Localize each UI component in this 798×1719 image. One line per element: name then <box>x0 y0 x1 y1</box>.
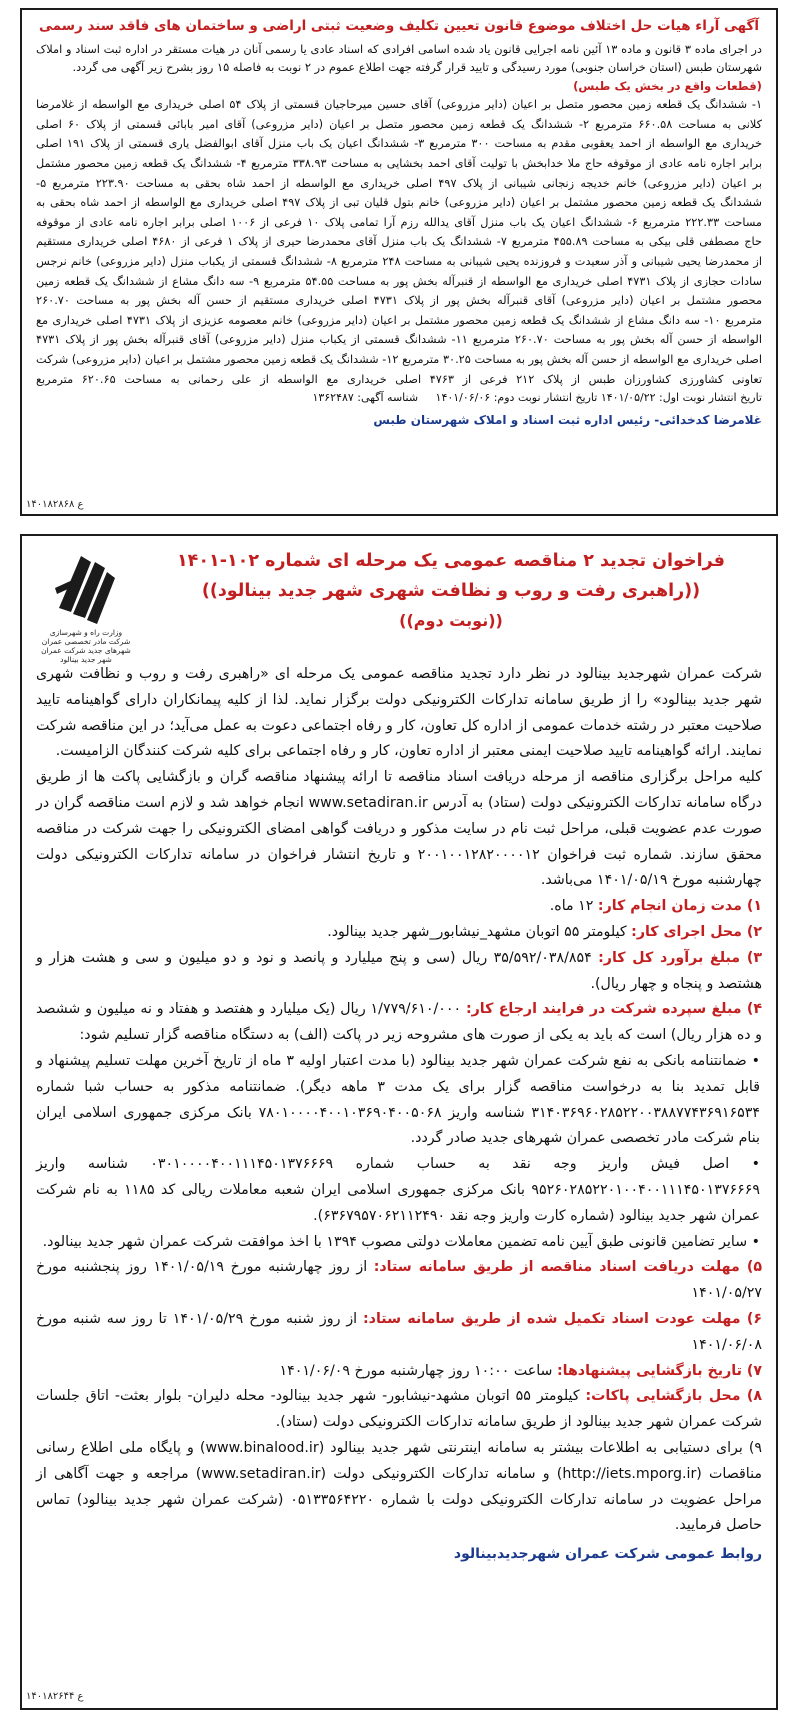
tender-item-location <box>36 920 762 946</box>
record-line: محصور مشتمل بر اعیان (دایر مزروعی) آقای قنبرآله بخش پور از پلاک ۴۷۳۱ اصلی خریداری مستقیم از حسن آله بخش پور به مساحت ۲۶۰.۷۰ <box>36 294 762 308</box>
ad-id: شناسه آگهی: ۱۳۶۲۴۸۷ <box>312 391 419 405</box>
item-label: ۵) مهلت دریافت اسناد مناقصه از طریق سامانه ستاد: <box>373 1259 762 1276</box>
notice1-records <box>36 95 762 389</box>
item-text: کیلومتر ۵۵ اتوبان مشهد-نیشابور- شهر جدید بینالود- محله دلیران- بلوار بعثت- اتاق جلسات شرکت عمران شهر جدید بینالود از طریق سامانه تدارکات الکترونیکی دولت (ستاد). <box>36 1388 762 1431</box>
notice1-code: ۱۴۰۱۸۲۸۶۸ ع <box>26 499 84 510</box>
tender-paragraph-intro: شرکت عمران شهرجدید بینالود در نظر دارد تجدید مناقصه عمومی یک مرحله ای «راهبری رفت و روب و نظافت شهری شهر جدید بینالود» را از طریق سامانه تدارکات الکترونیکی دولت برگزار نماید. لذا از کلیه پیمانکاران دارای گواهینامه تایید صلاحیت معتبر در رشته خدمات عمومی از اداره کل تعاون، کار و رفاه اجتماعی دعوت به عمل می‌آید؛ در این مناقصه شرکت نمایند. ارائه گواهینامه تایید صلاحیت ایمنی معتبر از اداره تعاون، کار و رفاه اجتماعی برای کلیه شرکت کنندگان الزامیست. <box>36 666 762 760</box>
tender-title-line1: فراخوان تجدید ۲ مناقصه عمومی یک مرحله ای شماره ۱۰۲-۱۴۰۱ <box>176 551 725 571</box>
logo-caption: وزارت راه و شهرسازی شرکت مادر تخصصی عمران شهرهای جدید شرکت عمران شهر جدید بینالود <box>41 628 131 664</box>
record-line: الواسطه از حسن آله بخش پور به مساحت ۲۶۰.۷۰ مترمربع ۱۱- ششدانگ قسمتی از یکباب منزل (دایر مزروعی) آقای قنبرآله بخش پور از پلاک ۴۷۳۱ <box>36 333 762 347</box>
item-text: ساعت ۱۰:۰۰ روز چهارشنبه مورخ ۱۴۰۱/۰۶/۰۹ <box>279 1362 557 1379</box>
tender-bullet-cash: • اصل فیش واریز وجه نقد به حساب شماره ۰۳۰۱۰۰۰۰۴۰۰۱۱۱۴۵۰۱۳۷۶۶۶۹ شناسه واریز ۹۵۲۶۰۲۸۵۲۲۰۱۰۰۴۰۰۱۱۱۴۵۰۱۳۷۶۶۶۹ بانک مرکزی جمهوری اسلامی ایران شعبه معاملات ریالی کد ۱۱۸۵ به نام شرکت عمران شهر جدید بینالود (شماره کارت واریز وجه نقد ۶۳۶۷۹۵۷۰۶۲۱۱۲۴۹۰). <box>36 1156 760 1224</box>
item-text: ۳۵/۵۹۲/۰۳۸/۸۵۴ ریال (سی و پنج میلیارد و پانصد و نود و دو میلیون و سی و هشت هزار و هشتصد و پنجاه و چهار ریال). <box>36 949 762 992</box>
notice-registry <box>20 8 778 516</box>
bullet-text: ضمانتنامه بانکی به نفع شرکت عمران شهر جدید بینالود (با مدت اعتبار اولیه ۳ ماه از تاریخ آخرین مهلت تسلیم پیشنهاد و قابل تمدید بنا به درخواست مناقصه گزار برای یک مدت ۳ ماهه دیگر). ضمانتنامه مذکور به حساب شبا شماره ۳۱۴۰۳۶۹۶۰۲۸۵۲۲۰۰۳۸۸۷۷۴۳۶۹۱۶۵۳۴ شناسه واریز ۷۸۰۱۰۰۰۰۴۰۰۱۰۳۶۹۰۴۰۰۵۰۶۸ بانک مرکزی جمهوری اسلامی ایران بنام شرکت مادر تخصصی عمران شهرهای جدید صادر گردد. <box>36 1052 760 1147</box>
tender-header <box>36 546 762 662</box>
item-label: ۸) محل بازگشایی پاکات: <box>585 1388 762 1405</box>
tender-item-return-deadline <box>36 1307 762 1359</box>
item-label: ۱) مدت زمان انجام کار: <box>597 898 762 915</box>
tender-title-line2: ((راهبری رفت و روب و نظافت شهری شهر جدید بینالود)) <box>201 581 701 601</box>
item-text: ۱۲ ماه. <box>549 898 598 915</box>
tender-item-docs-deadline <box>36 1255 762 1307</box>
notice1-title: آگهی آراء هیات حل اختلاف موضوع قانون تعیین تکلیف وضعیت ثبتی اراضی و ساختمان های فاقد سند رسمی <box>38 18 759 34</box>
record-line: اصلی خریداری مع الواسطه از حسن آله بخش پور به مساحت ۳۰.۲۵ مترمربع ۱۲- ششدانگ یک قطعه زمین محصور مشتمل بر اعیان (دایر مزروعی) شرکت <box>36 352 762 366</box>
record-line: برابر اجاره نامه عادی از موقوفه حاج ملا خدابخش با تولیت آقای احمد بخشایی به مساحت ۳۳۸.۹۳ مترمربع ۴- ششدانگ یک قطعه زمین محصور مشتمل <box>36 157 762 170</box>
record-line: از محمدرضا یحیی شیبانی و آذر سعیدت و فروزنده یحیی شیبانی به مساحت ۲۴۸ مترمربع ۸- ششدانگ قسمتی از یکباب منزل (دایر مزروعی) خانم نرجس <box>36 254 762 268</box>
tender-bullet-other: • سایر تضامین قانونی طبق آیین نامه تضمین معاملات دولتی مصوب ۱۳۹۴ با اخذ موافقت شرکت عمران شهر جدید بینالود. <box>42 1233 760 1250</box>
logo-mark-icon <box>51 548 121 626</box>
tender-signature: روابط عمومی شرکت عمران شهرجدیدبینالود <box>453 1546 762 1563</box>
record-line: خریداری مع الواسطه از احمد یعقوبی مقدم به مساحت ۳۰۰ مترمربع ۳- ششدانگ اعیان یک باب منزل آقای ابوالفضل یاری قسمتی از پلاک ۱۹۱ اصلی <box>36 137 762 151</box>
tender-bullet-guarantee: • ضمانتنامه بانکی به نفع شرکت عمران شهر جدید بینالود (با مدت اعتبار اولیه ۳ ماه از تاریخ آخرین مهلت تسلیم پیشنهاد و قابل تمدید بنا به درخواست مناقصه گزار برای یک مدت ۳ ماهه دیگر). ضمانتنامه مذکور به حساب شبا شماره ۳۱۴۰۳۶۹۶۰۲۸۵۲۲۰۰۳۸۸۷۷۴۳۶۹۱۶۵۳۴ شناسه واریز ۷۸۰۱۰۰۰۰۴۰۰۱۰۳۶۹۰۴۰۰۵۰۶۸ بانک مرکزی جمهوری اسلامی ایران بنام شرکت مادر تخصصی عمران شهرهای جدید صادر گردد. <box>36 1052 760 1147</box>
notice1-signature: غلامرضا کدخدائی- رئیس اداره ثبت اسناد و املاک شهرستان طبس <box>373 413 762 428</box>
item-label: ۴) مبلغ سپرده شرکت در فرایند ارجاع کار: <box>465 1001 762 1018</box>
tender-item-estimate <box>36 946 762 998</box>
record-line: کلانی به مساحت ۶۶۰.۵۸ مترمربع ۲- ششدانگ یک قطعه زمین محصور متصل بر اعیان (دایر مزروعی) آقای امیر بابائی قسمتی از پلاک ۶۰ اصلی <box>36 117 762 131</box>
record-line: تعاونی کشاورزی کشاورزان طبس از پلاک ۲۱۲ فرعی از ۴۷۶۳ اصلی خریداری مع الواسطه از علی رحمانی به مساحت ۶۲۰.۶۵ مترمربع <box>36 372 762 386</box>
item-text: کیلومتر ۵۵ اتوبان مشهد_نیشابور_شهر جدید بینالود. <box>327 923 632 940</box>
notice1-section-label: (قطعات واقع در بخش یک طبس) <box>573 78 762 93</box>
item-label: ۳) مبلغ برآورد کل کار: <box>598 949 763 966</box>
tender-title <box>140 546 762 636</box>
bullet-text: سایر تضامین قانونی طبق آیین نامه تضمین معاملات دولتی مصوب ۱۳۹۴ با اخذ موافقت شرکت عمران شهر جدید بینالود. <box>42 1233 748 1250</box>
item-label: ۷) تاریخ بازگشایی پیشنهادها: <box>556 1362 762 1379</box>
publication-dates: تاریخ انتشار نوبت اول: ۱۴۰۱/۰۵/۲۲ تاریخ انتشار نوبت دوم: ۱۴۰۱/۰۶/۰۶ <box>435 391 762 405</box>
record-line: سادات حجازی از پلاک ۴۷۳۱ اصلی خریداری مع الواسطه از قنبرآله بخش پور به مساحت ۵۴.۵۵ مترمربع ۹- سه دانگ مشاع از ششدانگ یک قطعه زمین <box>36 274 762 288</box>
record-line: حاج مصطفی قلی بیکی به مساحت ۴۵۵.۸۹ مترمربع ۷- ششدانگ یک باب منزل آقای محمدرضا حیری از پلاک ۱ فرعی از ۴۶۸۰ اصلی خریداری مستقیم <box>36 235 762 249</box>
notice1-intro: در اجرای ماده ۳ قانون و ماده ۱۳ آئین نامه اجرایی قانون یاد شده اسامی افرادی که اسناد عادی یا رسمی آنان در هیات مستقر در اداره ثبت اسناد و املاک شهرستان طبس (استان خراسان جنوبی) مورد رسیدگی و تایید قرار گرفته جهت اطلاع عموم در ۲ نوبت به فاصله ۱۵ روز بشرح زیر آگهی می گردد. <box>36 42 762 75</box>
tender-item-opening-date <box>36 1359 762 1385</box>
item-text: از روز شنبه مورخ ۱۴۰۱/۰۵/۲۹ تا روز سه شنبه مورخ ۱۴۰۱/۰۶/۰۸ <box>36 1310 762 1353</box>
record-line: ششدانگ یک قطعه زمین محصور مشتمل بر اعیان (دایر مزروعی) خانم بتول قلیان تبی از پلاک ۴۹۷ اصلی خریداری مع الواسطه از احمد شاه بحقی به <box>36 196 762 210</box>
binalood-logo-icon <box>40 548 132 664</box>
item-text: از روز چهارشنبه مورخ ۱۴۰۱/۰۵/۱۹ روز پنجشنبه مورخ ۱۴۰۱/۰۵/۲۷ <box>36 1259 762 1302</box>
record-line: بر اعیان (دایر مزروعی) خانم خدیجه زنجانی شیبانی از پلاک ۴۹۷ اصلی خریداری مع الواسطه از احمد شاه بحقی به مساحت ۲۲۳.۹۰ مترمربع ۵- <box>36 176 762 190</box>
item-label: ۶) مهلت عودت اسناد تکمیل شده از طریق سامانه ستاد: <box>363 1310 762 1327</box>
item-text: ۱/۷۷۹/۶۱۰/۰۰۰ ریال (یک میلیارد و هفتصد و هفتاد و نه میلیون و ششصد و ده هزار ریال) است که باید به یکی از صورت های مشروحه زیر در پاکت (الف) به دستگاه مناقصه گزار تسلیم شود: <box>36 1001 762 1044</box>
tender-paragraph-process: کلیه مراحل برگزاری مناقصه از مرحله دریافت اسناد مناقصه تا ارائه پیشنهاد مناقصه گران و بازگشایی پاکت ها از طریق درگاه سامانه تدارکات الکترونیکی دولت (ستاد) به آدرس www.setadiran.ir انجام خواهد شد و لازم است مناقصه گران در صورت عدم عضویت قبلی، مراحل ثبت نام در سایت مذکور و دریافت گواهی امضای الکترونیکی را جهت شرکت در مناقصه محقق سازند. شماره ثبت فراخوان ۲۰۰۱۰۰۱۲۸۲۰۰۰۰۱۲ و تاریخ انتشار فراخوان در سامانه تدارکات الکترونیکی دولت چهارشنبه مورخ ۱۴۰۱/۰۵/۱۹ می‌باشد. <box>36 769 762 889</box>
record-line: مساحت ۲۲۲.۳۳ مترمربع ۶- ششدانگ اعیان یک باب منزل آقای یدالله رزم آرا تمامی پلاک ۱۰ فرعی از ۱۰۰۶ اصلی برابر اجاره نامه عادی از موقوفه <box>36 215 762 229</box>
tender-item-opening-place <box>36 1384 762 1436</box>
item-label: ۲) محل اجرای کار: <box>631 923 762 940</box>
tender-code: ۱۴۰۱۸۲۶۴۴ ع <box>26 1691 84 1702</box>
notice-tender <box>20 534 778 1710</box>
record-line: مترمربع ۱۰- سه دانگ مشاع از ششدانگ یک قطعه زمین محصور مشتمل بر اعیان (دایر مزروعی) خانم معصومه عزیزی از پلاک ۴۷۳۱ اصلی خریداری مع <box>36 313 762 327</box>
record-line: ۱- ششدانگ یک قطعه زمین محصور متصل بر اعیان (دایر مزروعی) آقای حسین میرحاجیان قسمتی از پلاک ۵۴ اصلی خریداری مع الواسطه از غلامرضا <box>36 98 762 112</box>
tender-body <box>36 662 762 1539</box>
tender-title-line3: ((نوبت دوم)) <box>399 611 503 630</box>
notice1-dates <box>36 389 762 407</box>
tender-item-info: ۹) برای دستیابی به اطلاعات بیشتر به سامانه اینترنتی شهر جدید بینالود (www.binalood.ir) و پایگاه ملی اطلاع رسانی مناقصات (http://iets.mporg.ir) و سامانه تدارکات الکترونیکی دولت (www.setadiran.ir) مراجعه و جهت آگاهی از مراحل عضویت در سامانه تدارکات الکترونیکی دولت با شماره ۰۵۱۳۳۵۶۴۲۲۰ (شرکت عمران شهر جدید بینالود) تماس حاصل فرمایید. <box>36 1439 762 1534</box>
bullet-text: اصل فیش واریز وجه نقد به حساب شماره ۰۳۰۱۰۰۰۰۴۰۰۱۱۱۴۵۰۱۳۷۶۶۶۹ شناسه واریز ۹۵۲۶۰۲۸۵۲۲۰۱۰۰۴۰۰۱۱۱۴۵۰۱۳۷۶۶۶۹ بانک مرکزی جمهوری اسلامی ایران شعبه معاملات ریالی کد ۱۱۸۵ به نام شرکت عمران شهر جدید بینالود (شماره کارت واریز وجه نقد ۶۳۶۷۹۵۷۰۶۲۱۱۲۴۹۰). <box>36 1156 760 1224</box>
tender-item-deposit <box>36 997 762 1049</box>
tender-item-duration <box>36 894 762 920</box>
